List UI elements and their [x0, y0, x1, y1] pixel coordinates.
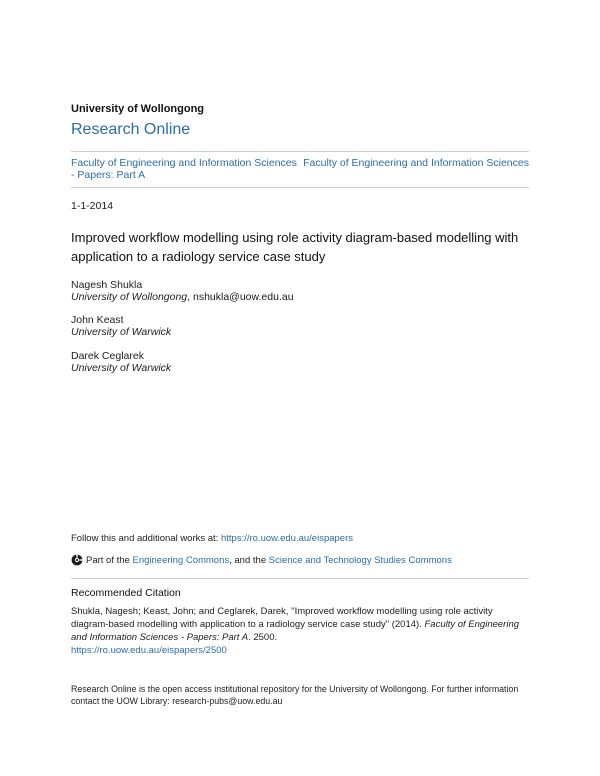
- university-name: University of Wollongong: [71, 103, 205, 115]
- author-block: [71, 314, 171, 338]
- follow-text: Follow this and additional works at:: [71, 533, 221, 544]
- author-name: Darek Ceglarek: [71, 350, 144, 362]
- author-block: [71, 279, 294, 303]
- author-email: , nshukla@uow.edu.au: [187, 291, 294, 303]
- author-block: [71, 350, 171, 374]
- divider: [71, 187, 529, 188]
- author-affiliation: University of Warwick: [71, 326, 172, 338]
- citation-text: Shukla, Nagesh; Keast, John; and Ceglarek, Darek, "Improved workflow modelling using role activity diagram-based modelling with application to a radiology service case study" (2014).: [71, 606, 493, 630]
- part-of-prefix: Part of the: [86, 555, 133, 566]
- paper-title: Improved workflow modelling using role activity diagram-based modelling with application to a radiology service case study: [71, 230, 519, 264]
- citation-heading: Recommended Citation: [71, 587, 181, 599]
- author-name: Nagesh Shukla: [71, 279, 143, 291]
- follow-line: [71, 533, 353, 544]
- engineering-commons-link[interactable]: Engineering Commons: [132, 555, 230, 566]
- research-online-link[interactable]: Research Online: [71, 121, 191, 138]
- citation-journal: Faculty of Engineering and Information Sciences - Papers: Part A: [71, 619, 520, 643]
- citation-number: . 2500.: [248, 632, 278, 643]
- author-name: John Keast: [71, 314, 124, 326]
- citation-link[interactable]: https://ro.uow.edu.au/eispapers/2500: [71, 645, 227, 656]
- part-of-middle: , and the: [229, 555, 269, 566]
- commons-network-icon: [71, 554, 83, 566]
- citation-body: [71, 605, 529, 657]
- footer-notice: Research Online is the open access institutional repository for the University of Wollongong. For further information contact the UOW Library: research-pubs@uow.edu.au: [71, 684, 519, 706]
- divider: [71, 578, 529, 579]
- part-of-line: [71, 554, 452, 566]
- author-affiliation: University of Warwick: [71, 362, 172, 374]
- publication-date: 1-1-2014: [71, 200, 114, 212]
- eispapers-link[interactable]: https://ro.uow.edu.au/eispapers: [220, 533, 353, 544]
- divider: [71, 151, 529, 152]
- sts-commons-link[interactable]: Science and Technology Studies Commons: [268, 555, 452, 566]
- author-affiliation: University of Wollongong: [71, 291, 188, 303]
- collection-link-part-a[interactable]: Faculty of Engineering and Information Sciences - Papers: Part A: [71, 157, 297, 181]
- collection-link-faculty[interactable]: Faculty of Engineering and Information Sciences: [303, 157, 529, 169]
